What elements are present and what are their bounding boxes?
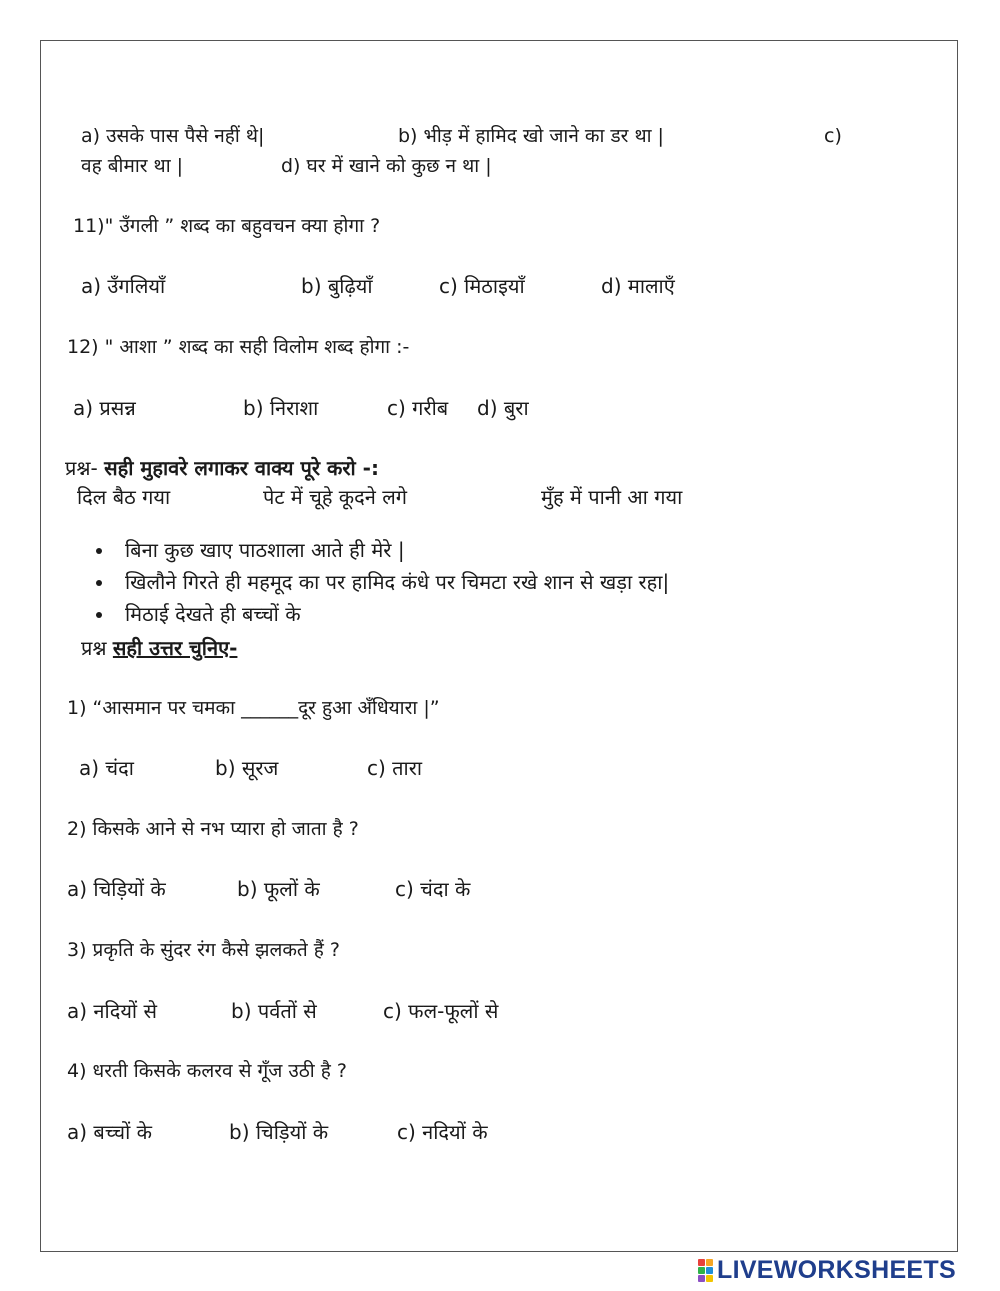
idiom-option[interactable]: पेट में चूहे कूदने लगे (263, 485, 408, 509)
worksheet-page (40, 40, 958, 1252)
logo-square (706, 1267, 713, 1274)
idiom-option[interactable]: मुँह में पानी आ गया (541, 485, 683, 509)
mcq-heading (81, 635, 237, 661)
q11-option-d[interactable]: d) मालाएँ (601, 274, 675, 298)
mcq-1-option-c[interactable]: c) तारा (367, 756, 423, 780)
q12-option-c[interactable]: c) गरीब (387, 396, 449, 420)
mcq-4-option-c[interactable]: c) नदियों के (397, 1120, 488, 1144)
logo-square (706, 1275, 713, 1282)
mcq-1-option-b[interactable]: b) सूरज (215, 756, 279, 780)
mcq-2-option-b[interactable]: b) फूलों के (237, 877, 320, 901)
logo-square (698, 1275, 705, 1282)
mcq-4-option-a[interactable]: a) बच्चों के (67, 1120, 152, 1144)
q10-option-b[interactable]: b) भीड़ में हामिद खो जाने का डर था | (398, 125, 664, 147)
q11-option-a[interactable]: a) उँगलियाँ (81, 274, 166, 298)
q12-question: 12) " आशा ” शब्द का सही विलोम शब्द होगा :- (67, 336, 410, 358)
mcq-3-option-b[interactable]: b) पर्वतों से (231, 999, 317, 1023)
bullet-icon (96, 580, 102, 586)
q11-option-c[interactable]: c) मिठाइयाँ (439, 274, 525, 298)
logo-text: LIVEWORKSHEETS (717, 1255, 956, 1284)
mcq-heading-prefix: प्रश्न (81, 636, 113, 660)
mcq-2-option-a[interactable]: a) चिड़ियों के (67, 877, 166, 901)
q10-option-d[interactable]: d) घर में खाने को कुछ न था | (281, 155, 492, 177)
bullet-icon (96, 548, 102, 554)
mcq-question-2: 2) किसके आने से नभ प्यारा हो जाता है ? (67, 818, 359, 840)
mcq-heading-text: सही उत्तर चुनिए- (112, 636, 238, 660)
q12-option-d[interactable]: d) बुरा (477, 396, 529, 420)
idioms-heading-text: सही मुहावरे लगाकर वाक्य पूरे करो -: (104, 456, 379, 480)
mcq-question-4: 4) धरती किसके कलरव से गूँज उठी है ? (67, 1060, 347, 1082)
q11-option-b[interactable]: b) बुढ़ियाँ (301, 274, 373, 298)
idiom-sentence: मिठाई देखते ही बच्चों के (125, 602, 301, 626)
mcq-3-option-c[interactable]: c) फल-फूलों से (383, 999, 499, 1023)
mcq-2-option-c[interactable]: c) चंदा के (395, 877, 471, 901)
idioms-heading (65, 455, 379, 481)
bullet-icon (96, 612, 102, 618)
liveworksheets-logo-icon (698, 1259, 713, 1282)
idioms-heading-prefix: प्रश्न- (65, 456, 105, 480)
q12-option-a[interactable]: a) प्रसन्न (73, 396, 136, 420)
logo-square (698, 1267, 705, 1274)
logo-square (698, 1259, 705, 1266)
mcq-question-1: 1) “आसमान पर चमका ______दूर हुआ अँधियारा |” (67, 697, 440, 719)
idiom-option[interactable]: दिल बैठ गया (77, 485, 171, 509)
q11-question: 11)" उँगली ” शब्द का बहुवचन क्या होगा ? (73, 215, 381, 237)
mcq-4-option-b[interactable]: b) चिड़ियों के (229, 1120, 329, 1144)
q12-option-b[interactable]: b) निराशा (243, 396, 319, 420)
mcq-question-3: 3) प्रकृति के सुंदर रंग कैसे झलकते हैं ? (67, 939, 341, 961)
idiom-sentence: खिलौने गिरते ही महमूद का पर हामिद कंधे पर चिमटा रखे शान से खड़ा रहा| (125, 570, 670, 594)
liveworksheets-logo[interactable] (698, 1257, 956, 1283)
q10-option-c-label[interactable]: c) (824, 125, 842, 147)
mcq-3-option-a[interactable]: a) नदियों से (67, 999, 157, 1023)
q10-option-a[interactable]: a) उसके पास पैसे नहीं थे| (81, 125, 265, 147)
logo-square (706, 1259, 713, 1266)
mcq-1-option-a[interactable]: a) चंदा (79, 756, 134, 780)
q10-option-c-text[interactable]: वह बीमार था | (81, 155, 184, 177)
idiom-sentence: बिना कुछ खाए पाठशाला आते ही मेरे | (125, 538, 405, 562)
